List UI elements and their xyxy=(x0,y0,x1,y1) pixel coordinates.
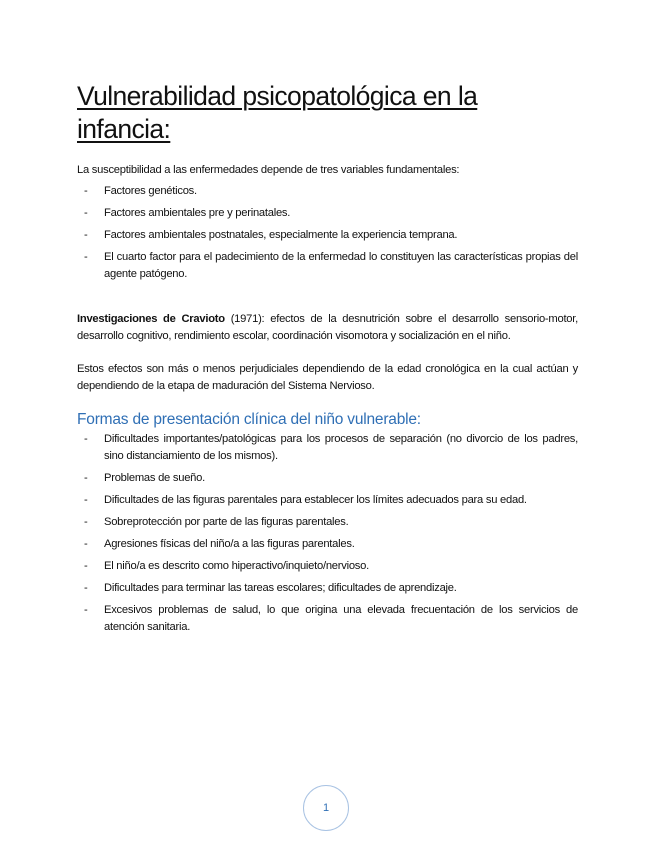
list-item xyxy=(77,602,578,636)
list-item-text: El niño/a es descrito como hiperactivo/inquieto/nervioso. xyxy=(104,560,369,572)
list-item xyxy=(77,580,578,597)
list-item xyxy=(77,227,578,244)
intro-text: La susceptibilidad a las enfermedades depende de tres variables fundamentales: xyxy=(77,164,460,176)
list-item xyxy=(77,558,578,575)
page-number-text: 1 xyxy=(322,802,330,814)
dash-bullet: - xyxy=(84,433,88,445)
list-item xyxy=(77,249,578,283)
list-item xyxy=(77,470,578,487)
list-item-text: Problemas de sueño. xyxy=(104,472,205,484)
dash-bullet: - xyxy=(84,494,88,506)
list-item-text: Factores ambientales postnatales, especialmente la experiencia temprana. xyxy=(104,229,458,241)
dash-bullet: - xyxy=(84,516,88,528)
presentations-list xyxy=(77,431,578,641)
list-item-text: Factores ambientales pre y perinatales. xyxy=(104,207,291,219)
list-item-text: Dificultades importantes/patológicas para los procesos de separación (no divorcio de los padres, sino distanciamiento de los mismos). xyxy=(104,433,578,462)
cravioto-bold-label: Investigaciones de Cravioto xyxy=(77,313,225,325)
list-item xyxy=(77,514,578,531)
dash-bullet: - xyxy=(84,251,88,263)
factors-list xyxy=(77,183,578,288)
page-title: Vulnerabilidad psicopatológica en la infancia: xyxy=(77,81,478,144)
list-item xyxy=(77,536,578,553)
cravioto-paragraph xyxy=(77,311,578,345)
list-item-text: Excesivos problemas de salud, lo que origina una elevada frecuentación de los servicios de atención sanitaria. xyxy=(104,604,578,633)
dash-bullet: - xyxy=(84,229,88,241)
cravioto-text: (1971): efectos de la desnutrición sobre el desarrollo sensorio-motor, desarrollo cognitivo, rendimiento escolar, coordinación visomotora y socialización en el niño. xyxy=(77,313,578,342)
dash-bullet: - xyxy=(84,560,88,572)
list-item-text: Factores genéticos. xyxy=(104,185,197,197)
effects-paragraph: Estos efectos son más o menos perjudiciales dependiendo de la edad cronológica en la cual actúan y dependiendo de la etapa de maduración del Sistema Nervioso. xyxy=(77,363,578,392)
section-heading: Formas de presentación clínica del niño vulnerable: xyxy=(77,411,421,428)
dash-bullet: - xyxy=(84,472,88,484)
list-item-text: Agresiones físicas del niño/a a las figuras parentales. xyxy=(104,538,355,550)
dash-bullet: - xyxy=(84,207,88,219)
dash-bullet: - xyxy=(84,538,88,550)
list-item xyxy=(77,205,578,222)
dash-bullet: - xyxy=(84,582,88,594)
list-item xyxy=(77,492,578,509)
list-item xyxy=(77,431,578,465)
dash-bullet: - xyxy=(84,604,88,616)
list-item-text: El cuarto factor para el padecimiento de la enfermedad lo constituyen las características propias del agente patógeno. xyxy=(104,251,578,280)
page-number xyxy=(303,785,349,831)
list-item-text: Dificultades para terminar las tareas escolares; dificultades de aprendizaje. xyxy=(104,582,457,594)
list-item-text: Dificultades de las figuras parentales para establecer los límites adecuados para su edad. xyxy=(104,494,527,506)
list-item-text: Sobreprotección por parte de las figuras parentales. xyxy=(104,516,349,528)
dash-bullet: - xyxy=(84,185,88,197)
list-item xyxy=(77,183,578,200)
